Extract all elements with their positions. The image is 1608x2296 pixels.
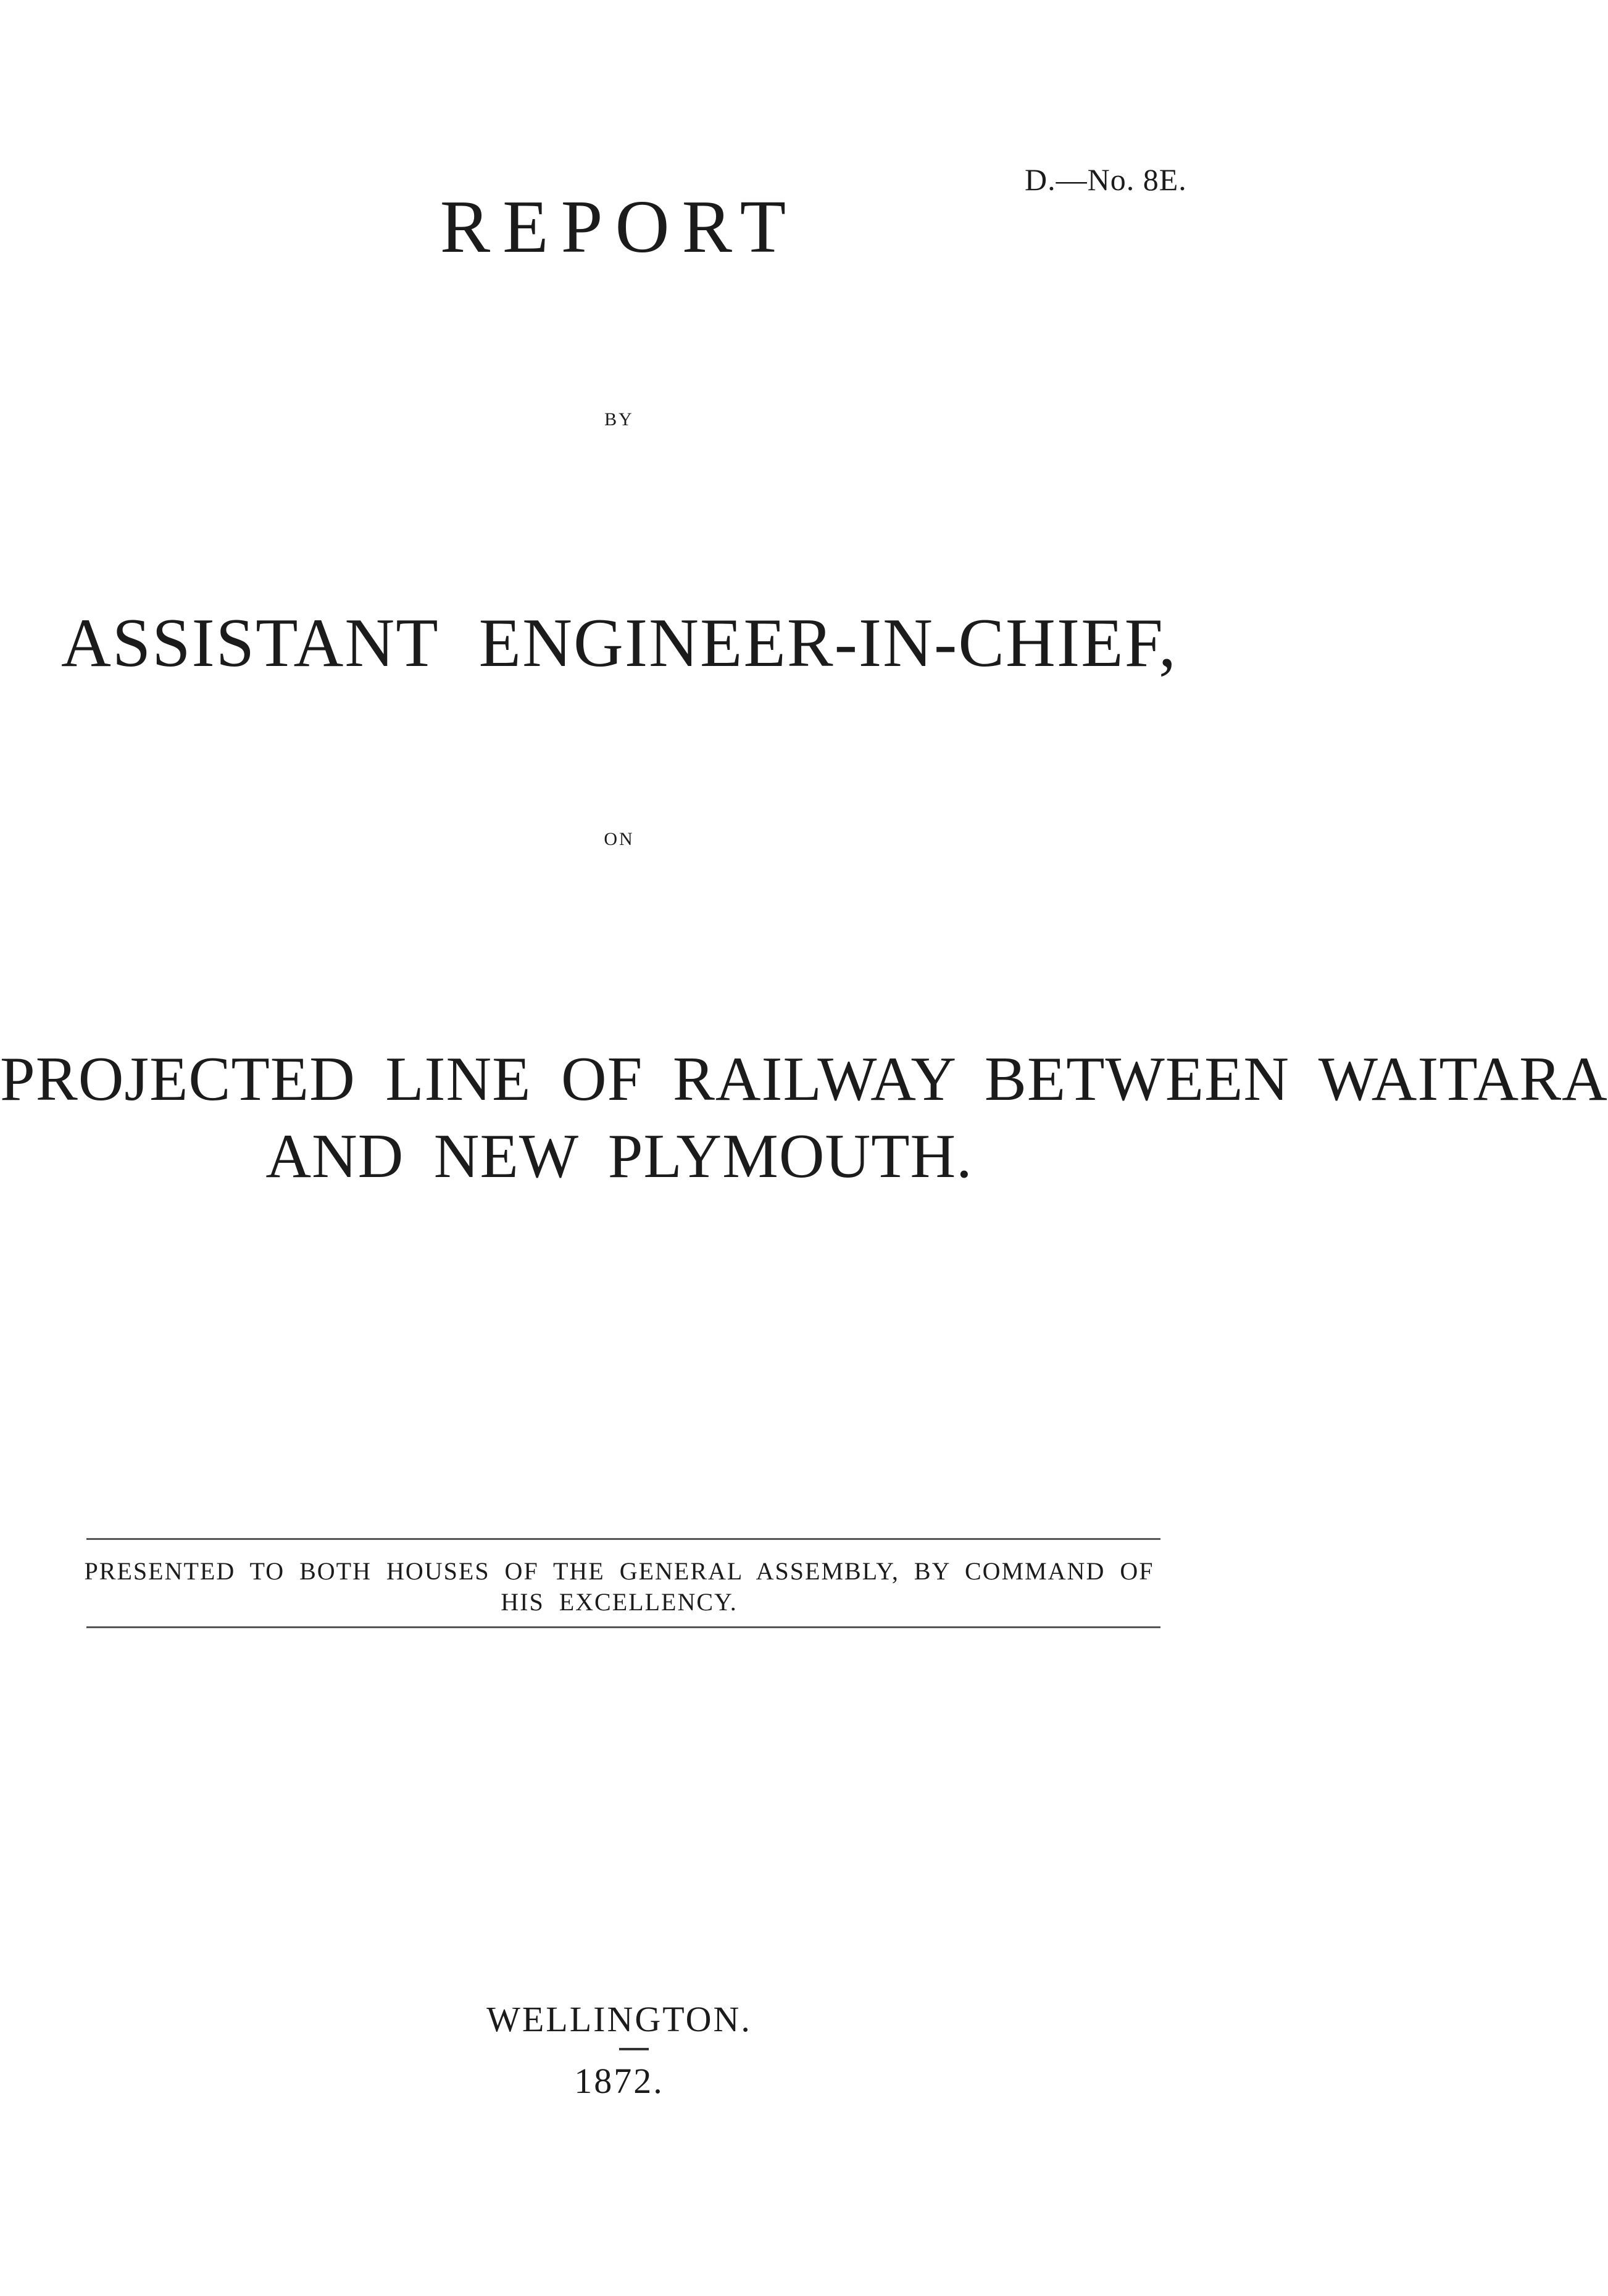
- short-divider: [619, 2048, 649, 2050]
- presented-line-1: PRESENTED TO BOTH HOUSES OF THE GENERAL ASSEMBLY, BY COMMAND OF: [84, 1557, 1154, 1585]
- document-number: D.—No. 8E.: [1025, 162, 1187, 197]
- publication-place: WELLINGTON.: [486, 1999, 752, 2039]
- top-divider: [86, 1538, 1160, 1540]
- on-label: ON: [604, 829, 635, 849]
- subject-line-2: AND NEW PLYMOUTH.: [265, 1121, 973, 1191]
- by-label: BY: [604, 409, 634, 430]
- publication-year: 1872.: [574, 2061, 664, 2101]
- presented-line-2: HIS EXCELLENCY.: [501, 1588, 738, 1616]
- bottom-divider: [86, 1626, 1160, 1628]
- subject-line-1: PROJECTED LINE OF RAILWAY BETWEEN WAITARA: [0, 1044, 1608, 1114]
- report-title: REPORT: [439, 185, 799, 268]
- author-title: ASSISTANT ENGINEER-IN-CHIEF,: [61, 605, 1177, 681]
